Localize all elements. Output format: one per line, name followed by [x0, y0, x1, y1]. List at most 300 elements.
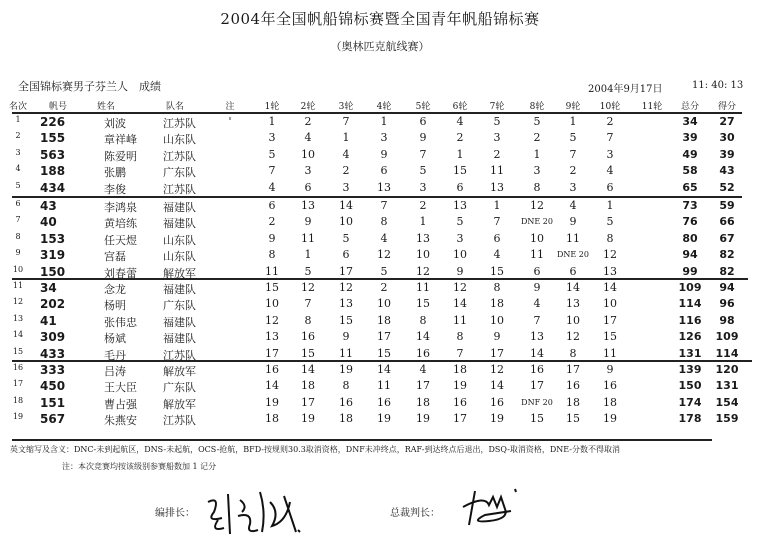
- race-result: 12: [377, 248, 391, 262]
- race-result: 3: [304, 164, 312, 178]
- total-points: 39: [682, 131, 698, 145]
- chief-judge-signature: [455, 485, 535, 535]
- net-score: 39: [719, 147, 735, 161]
- total-points: 126: [678, 330, 702, 344]
- total-points: 116: [678, 313, 702, 327]
- race-result: 2: [342, 164, 350, 178]
- total-points: 58: [682, 164, 698, 178]
- race-result: 3: [606, 147, 614, 161]
- sailor-name: 任天煜: [104, 233, 137, 247]
- total-points: 94: [682, 248, 698, 262]
- race-result: 4: [304, 131, 312, 145]
- race-result: 17: [453, 412, 467, 426]
- race-result: 8: [569, 346, 577, 360]
- race-result: 15: [453, 164, 467, 178]
- race-result: 19: [377, 412, 391, 426]
- team-name: 江苏队: [163, 117, 196, 130]
- race-result: 13: [530, 330, 544, 344]
- sail-number: 188: [40, 164, 66, 179]
- race-result: 4: [380, 231, 388, 245]
- race-result: 2: [304, 115, 312, 128]
- report-time: 11: 40: 13: [692, 80, 744, 91]
- race-result: 1: [533, 147, 541, 161]
- total-points: 49: [682, 147, 698, 161]
- sailor-name: 张伟忠: [104, 315, 137, 329]
- sailor-name: 毛丹: [104, 348, 126, 362]
- race-result: 10: [490, 313, 504, 327]
- sail-number: 150: [40, 264, 66, 279]
- race-result: 17: [603, 313, 617, 327]
- race-result: 18: [603, 395, 617, 409]
- race-result: 5: [342, 231, 350, 245]
- race-result: 12: [566, 330, 580, 344]
- race-result: 10: [377, 297, 391, 311]
- sail-number: 41: [40, 313, 57, 328]
- chief-judge-label: 总裁判长：: [390, 508, 440, 519]
- race-result: 19: [265, 395, 279, 409]
- race-result: 16: [339, 395, 353, 409]
- race-result: 7: [268, 164, 276, 178]
- race-result: 9: [304, 215, 312, 229]
- document-title: 2004年全国帆船锦标赛暨全国青年帆船锦标赛: [220, 10, 540, 28]
- race-result: 7: [304, 297, 312, 311]
- net-score: 159: [715, 412, 739, 426]
- net-score: 67: [719, 231, 735, 245]
- race-result: 13: [301, 199, 315, 212]
- race-result: 6: [533, 264, 541, 278]
- race-result: 9: [419, 131, 427, 145]
- team-name: 福建队: [163, 217, 196, 231]
- race-result: DNE 20: [521, 217, 553, 227]
- race-result: 16: [603, 379, 617, 393]
- net-score: 94: [719, 281, 735, 294]
- race-result: 16: [453, 395, 467, 409]
- race-result: 16: [301, 330, 315, 344]
- race-result: 18: [416, 395, 430, 409]
- net-score: 109: [715, 330, 739, 344]
- race-result: 18: [301, 379, 315, 393]
- race-result: 4: [606, 164, 614, 178]
- race-result: 1: [606, 199, 614, 212]
- race-result: 11: [265, 264, 279, 278]
- race-result: 7: [493, 215, 501, 229]
- race-result: 2: [380, 281, 388, 294]
- net-score: 43: [719, 164, 735, 178]
- column-header: 4轮: [376, 102, 392, 112]
- total-points: 178: [678, 412, 702, 426]
- race-result: 17: [301, 395, 315, 409]
- net-score: 98: [719, 313, 735, 327]
- column-header: 队名: [165, 102, 185, 112]
- race-result: 6: [342, 248, 350, 262]
- race-result: 3: [419, 180, 427, 194]
- scoring-note: 注：本次竞赛均按该级别参赛船数加 1 记分: [62, 462, 217, 471]
- rank: 17: [12, 379, 24, 389]
- race-result: 8: [419, 313, 427, 327]
- race-result: 2: [419, 199, 427, 212]
- team-name: 山东队: [163, 233, 196, 247]
- race-result: 7: [380, 199, 388, 212]
- column-header: 9轮: [565, 102, 581, 112]
- team-name: 福建队: [163, 201, 196, 214]
- sailor-name: 宫磊: [104, 250, 126, 264]
- race-result: 2: [606, 115, 614, 128]
- race-result: 2: [268, 215, 276, 229]
- race-result: 4: [533, 297, 541, 311]
- race-result: 17: [377, 330, 391, 344]
- team-name: 广东队: [163, 381, 196, 395]
- sailor-name: 陈爱明: [104, 149, 137, 163]
- race-result: 11: [339, 346, 353, 360]
- sail-number: 43: [40, 199, 57, 213]
- race-result: 12: [301, 281, 315, 294]
- race-result: 7: [342, 115, 350, 128]
- race-result: 10: [301, 147, 315, 161]
- race-result: 12: [265, 313, 279, 327]
- rank: 6: [15, 199, 21, 208]
- rank: 14: [12, 330, 24, 340]
- rank: 12: [12, 297, 24, 307]
- sailor-name: 刘春蕾: [104, 266, 137, 280]
- net-score: 59: [719, 199, 735, 212]
- race-result: 6: [456, 180, 464, 194]
- race-result: 6: [419, 115, 427, 128]
- race-result: 8: [342, 379, 350, 393]
- race-result: 7: [419, 147, 427, 161]
- net-score: 82: [719, 248, 735, 262]
- race-result: 16: [530, 363, 544, 376]
- team-name: 广东队: [163, 166, 196, 180]
- event-name: 全国锦标赛男子芬兰人 成绩: [18, 80, 161, 93]
- race-result: 3: [533, 164, 541, 178]
- sail-number: 450: [40, 379, 66, 394]
- race-result: 5: [380, 264, 388, 278]
- race-result: 13: [566, 297, 580, 311]
- race-result: 3: [380, 131, 388, 145]
- sailor-name: 王大臣: [104, 381, 137, 395]
- race-result: 19: [416, 412, 430, 426]
- race-result: 5: [569, 131, 577, 145]
- total-points: 174: [678, 395, 702, 409]
- race-result: 10: [339, 215, 353, 229]
- race-result: 12: [453, 281, 467, 294]
- race-result: 10: [416, 248, 430, 262]
- sailor-name: 念龙: [104, 283, 126, 296]
- net-score: 96: [719, 297, 735, 311]
- race-result: 14: [301, 363, 315, 376]
- total-points: 99: [682, 264, 698, 278]
- sailor-name: 杨明: [104, 299, 126, 313]
- race-result: 1: [342, 131, 350, 145]
- race-result: 11: [566, 231, 580, 245]
- race-result: 11: [490, 164, 504, 178]
- total-points: 109: [678, 281, 702, 294]
- total-points: 76: [682, 215, 698, 229]
- race-result: 11: [377, 379, 391, 393]
- race-result: 13: [490, 180, 504, 194]
- race-result: 4: [419, 363, 427, 376]
- column-header: 帆号: [48, 102, 68, 112]
- race-result: 5: [304, 264, 312, 278]
- net-score: 154: [715, 395, 739, 409]
- rank: 10: [12, 264, 24, 274]
- race-result: 3: [493, 131, 501, 145]
- rank: 19: [12, 412, 24, 422]
- race-result: 3: [268, 131, 276, 145]
- race-result: 18: [339, 412, 353, 426]
- column-header: 3轮: [338, 102, 354, 112]
- race-result: 15: [301, 346, 315, 360]
- race-result: 5: [533, 115, 541, 128]
- sail-number: 333: [40, 363, 66, 377]
- race-result: 17: [416, 379, 430, 393]
- column-header: 名次: [8, 102, 28, 112]
- sail-number: 202: [40, 297, 66, 312]
- race-result: 7: [606, 131, 614, 145]
- race-result: 4: [569, 199, 577, 212]
- race-result: 10: [603, 297, 617, 311]
- rank: 8: [15, 231, 21, 241]
- race-result: 14: [490, 379, 504, 393]
- sailor-name: 曹占强: [104, 397, 137, 411]
- rank: 11: [12, 281, 24, 290]
- total-points: 34: [682, 115, 698, 128]
- race-result: 4: [342, 147, 350, 161]
- sailor-name: 章祥峰: [104, 133, 137, 147]
- race-result: 12: [416, 264, 430, 278]
- race-result: 10: [530, 231, 544, 245]
- race-result: 15: [416, 297, 430, 311]
- race-result: 7: [533, 313, 541, 327]
- race-result: 1: [419, 215, 427, 229]
- sail-number: 34: [40, 281, 57, 295]
- race-result: 16: [265, 363, 279, 376]
- race-result: 11: [603, 346, 617, 360]
- race-result: 5: [268, 147, 276, 161]
- total-points: 139: [678, 363, 702, 376]
- race-result: 5: [493, 115, 501, 128]
- race-result: 10: [453, 248, 467, 262]
- race-result: 16: [416, 346, 430, 360]
- race-result: 9: [268, 231, 276, 245]
- sail-number: 226: [40, 115, 66, 129]
- race-result: 12: [530, 199, 544, 212]
- race-result: 6: [268, 199, 276, 212]
- sail-number: 153: [40, 231, 66, 246]
- column-header: 5轮: [415, 102, 431, 112]
- race-result: 12: [339, 281, 353, 294]
- sailor-name: 刘波: [104, 117, 126, 130]
- race-result: 2: [493, 147, 501, 161]
- race-result: 9: [533, 281, 541, 294]
- sail-number: 319: [40, 248, 66, 263]
- team-name: 解放军: [163, 365, 196, 378]
- race-result: 19: [490, 412, 504, 426]
- column-header: 11轮: [641, 102, 663, 112]
- sail-number: 434: [40, 180, 66, 195]
- race-result: 15: [339, 313, 353, 327]
- race-result: 7: [569, 147, 577, 161]
- race-result: 9: [342, 330, 350, 344]
- column-header: 10轮: [599, 102, 621, 112]
- race-result: 17: [530, 379, 544, 393]
- race-result: 15: [603, 330, 617, 344]
- sailor-name: 李俊: [104, 182, 126, 196]
- divider: [12, 112, 742, 114]
- sail-number: 40: [40, 215, 57, 230]
- race-result: 17: [566, 363, 580, 376]
- divider: [12, 439, 712, 441]
- race-result: 5: [456, 215, 464, 229]
- net-score: 120: [715, 363, 739, 376]
- net-score: 30: [719, 131, 735, 145]
- race-result: 12: [603, 248, 617, 262]
- race-result: 1: [493, 199, 501, 212]
- race-result: 8: [533, 180, 541, 194]
- team-name: 福建队: [163, 283, 196, 296]
- rank: 5: [15, 180, 21, 190]
- sail-number: 155: [40, 131, 66, 146]
- total-points: 65: [682, 180, 698, 194]
- rank: 15: [12, 346, 24, 356]
- race-result: 6: [304, 180, 312, 194]
- net-score: 52: [719, 180, 735, 194]
- column-header: 8轮: [529, 102, 545, 112]
- race-result: 15: [566, 412, 580, 426]
- race-result: 5: [606, 215, 614, 229]
- race-result: 11: [416, 281, 430, 294]
- race-result: 6: [493, 231, 501, 245]
- arranger-label: 编排长：: [155, 508, 195, 519]
- race-result: 13: [603, 264, 617, 278]
- net-score: 82: [719, 264, 735, 278]
- rank: 9: [15, 248, 21, 258]
- race-result: 18: [377, 313, 391, 327]
- race-result: 4: [456, 115, 464, 128]
- rank: 7: [15, 215, 21, 225]
- sail-number: 433: [40, 346, 66, 361]
- sailor-name: 李鸿泉: [104, 201, 137, 214]
- race-result: 14: [339, 199, 353, 212]
- team-name: 广东队: [163, 299, 196, 313]
- race-result: 9: [380, 147, 388, 161]
- column-header: 注: [225, 102, 235, 112]
- race-result: 18: [490, 297, 504, 311]
- race-result: 4: [493, 248, 501, 262]
- race-result: 16: [377, 395, 391, 409]
- document-subtitle: （奥林匹克航线赛）: [330, 40, 430, 53]
- race-result: 1: [380, 115, 388, 128]
- sail-number: 151: [40, 395, 66, 410]
- sailor-name: 吕涛: [104, 365, 126, 378]
- race-result: DNE 20: [557, 250, 589, 260]
- rank: 16: [12, 363, 24, 372]
- race-result: 3: [569, 180, 577, 194]
- sailor-name: 张鹏: [104, 166, 126, 180]
- race-result: 9: [569, 215, 577, 229]
- race-result: 10: [566, 313, 580, 327]
- total-points: 150: [678, 379, 702, 393]
- sail-number: 567: [40, 412, 66, 427]
- team-name: 山东队: [163, 250, 196, 264]
- total-points: 73: [682, 199, 698, 212]
- sailor-name: 杨斌: [104, 332, 126, 346]
- race-result: 13: [339, 297, 353, 311]
- sailor-name: 朱燕安: [104, 414, 137, 428]
- column-header: 姓名: [96, 102, 116, 112]
- race-result: 17: [339, 264, 353, 278]
- race-result: 8: [493, 281, 501, 294]
- sailor-name: 黄培练: [104, 217, 137, 231]
- race-result: 15: [265, 281, 279, 294]
- rank: 3: [15, 147, 21, 157]
- column-header: 7轮: [489, 102, 505, 112]
- race-result: 8: [456, 330, 464, 344]
- race-result: 1: [569, 115, 577, 128]
- race-result: 8: [606, 231, 614, 245]
- race-result: 19: [603, 412, 617, 426]
- net-score: 27: [719, 115, 735, 128]
- race-result: 6: [380, 164, 388, 178]
- race-result: 1: [304, 248, 312, 262]
- race-result: 16: [490, 395, 504, 409]
- column-header: 2轮: [300, 102, 316, 112]
- race-result: 15: [377, 346, 391, 360]
- rank: 13: [12, 313, 24, 323]
- total-points: 80: [682, 231, 698, 245]
- race-result: 19: [301, 412, 315, 426]
- race-result: 8: [268, 248, 276, 262]
- team-name: 解放军: [163, 397, 196, 411]
- race-result: 11: [453, 313, 467, 327]
- team-name: 江苏队: [163, 149, 196, 163]
- race-result: 13: [416, 231, 430, 245]
- race-result: 9: [493, 330, 501, 344]
- race-result: 14: [566, 281, 580, 294]
- race-result: 4: [268, 180, 276, 194]
- sail-number: 563: [40, 147, 66, 162]
- race-result: 13: [453, 199, 467, 212]
- sail-number: 309: [40, 330, 66, 345]
- race-result: 19: [453, 379, 467, 393]
- rank: 2: [15, 131, 21, 141]
- race-result: 18: [265, 412, 279, 426]
- race-result: 9: [606, 363, 614, 376]
- race-result: 12: [490, 363, 504, 376]
- race-result: DNF 20: [521, 397, 553, 407]
- arranger-signature: [200, 482, 310, 542]
- race-result: 3: [456, 231, 464, 245]
- race-result: 19: [339, 363, 353, 376]
- column-header: 1轮: [264, 102, 280, 112]
- team-name: 福建队: [163, 315, 196, 329]
- race-result: 15: [490, 264, 504, 278]
- net-score: 131: [715, 379, 739, 393]
- team-name: 江苏队: [163, 414, 196, 428]
- team-name: 解放军: [163, 266, 196, 280]
- race-result: 10: [265, 297, 279, 311]
- column-header: 6轮: [452, 102, 468, 112]
- total-points: 114: [678, 297, 702, 311]
- race-result: 17: [490, 346, 504, 360]
- race-result: 18: [566, 395, 580, 409]
- race-result: 2: [569, 164, 577, 178]
- race-result: 7: [456, 346, 464, 360]
- race-result: 13: [265, 330, 279, 344]
- race-result: 8: [380, 215, 388, 229]
- net-score: 114: [715, 346, 739, 360]
- rank: 1: [15, 115, 21, 124]
